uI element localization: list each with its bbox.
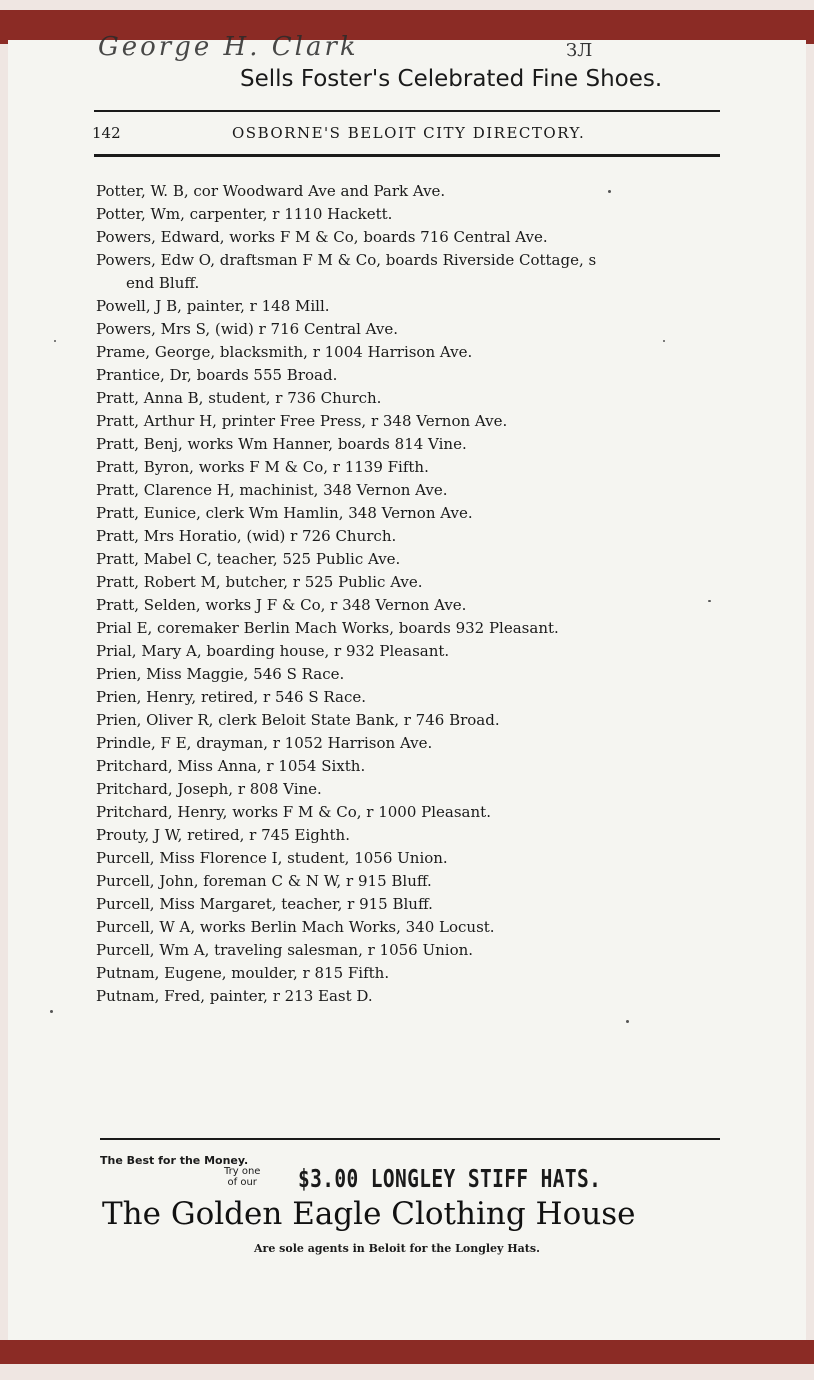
list-item: Prien, Oliver R, clerk Beloit State Bank, r 746 Broad. [96,711,500,729]
list-item: Pratt, Benj, works Wm Hanner, boards 814 Vine. [96,435,467,453]
list-item: Pratt, Robert M, butcher, r 525 Public Ave. [96,573,423,591]
list-item: Pritchard, Miss Anna, r 1054 Sixth. [96,757,366,775]
list-item: Prial E, coremaker Berlin Mach Works, boards 932 Pleasant. [96,619,559,637]
list-item: Potter, Wm, carpenter, r 1110 Hackett. [96,205,393,223]
try-line-1: Try one [224,1166,261,1177]
footer-rule [100,1138,720,1140]
list-item: Powell, J B, painter, r 148 Mill. [96,297,330,315]
list-item: Prindle, F E, drayman, r 1052 Harrison Ave. [96,734,433,752]
list-item: Prantice, Dr, boards 555 Broad. [96,366,338,384]
bottom-ad-product: $3.00 LONGLEY STIFF HATS. [298,1164,602,1193]
entry-continuation: end Bluff. [126,274,200,292]
list-item: Pratt, Mrs Horatio, (wid) r 726 Church. [96,527,397,545]
list-item: Putnam, Fred, painter, r 213 East D. [96,987,373,1005]
list-item: Purcell, Miss Margaret, teacher, r 915 Bluff. [96,895,433,913]
list-item: Pratt, Mabel C, teacher, 525 Public Ave. [96,550,401,568]
print-speck [608,190,611,193]
list-item: Pratt, Selden, works J F & Co, r 348 Vernon Ave. [96,596,467,614]
top-ad-cut-off-text: George H. Clark [98,32,359,62]
list-item: Purcell, Miss Florence I, student, 1056 Union. [96,849,448,867]
list-item: Prame, George, blacksmith, r 1004 Harrison Ave. [96,343,473,361]
bottom-ad-store-name: The Golden Eagle Clothing House [102,1196,636,1232]
list-item: Prien, Henry, retired, r 546 S Race. [96,688,367,706]
running-head [92,124,712,146]
try-line-2: of our [227,1177,257,1188]
list-item: Pratt, Byron, works F M & Co, r 1139 Fifth. [96,458,429,476]
list-item: Pratt, Eunice, clerk Wm Hamlin, 348 Vernon Ave. [96,504,473,522]
list-item: Purcell, Wm A, traveling salesman, r 1056 Union. [96,941,474,959]
print-speck [50,1010,53,1013]
list-item: Purcell, John, foreman C & N W, r 915 Bluff. [96,872,432,890]
list-item: Potter, W. B, cor Woodward Ave and Park Ave. [96,182,446,200]
list-item: Putnam, Eugene, moulder, r 815 Fifth. [96,964,390,982]
list-item: Pratt, Arthur H, printer Free Press, r 348 Vernon Ave. [96,412,508,430]
print-speck [708,600,711,602]
page-number: 142 [92,124,121,142]
directory-title: OSBORNE'S BELOIT CITY DIRECTORY. [232,124,586,142]
print-speck [54,340,56,342]
book-cover-bottom-edge [0,1340,814,1364]
list-item: Pratt, Clarence H, machinist, 348 Vernon Ave. [96,481,448,499]
handwritten-mark: ЗЛ [566,40,593,61]
directory-page [8,32,806,1340]
list-item: Pritchard, Joseph, r 808 Vine. [96,780,322,798]
list-item: Pratt, Anna B, student, r 736 Church. [96,389,382,407]
bottom-ad-tagline: The Best for the Money. [100,1154,249,1167]
list-item: Purcell, W A, works Berlin Mach Works, 340 Locust. [96,918,495,936]
print-speck [663,340,665,342]
header-rule [94,154,720,157]
top-rule [94,110,720,112]
list-item: Powers, Edw O, draftsman F M & Co, boards Riverside Cottage, s end Bluff. [96,249,746,295]
bottom-ad-note: Are sole agents in Beloit for the Longley Hats. [254,1242,540,1255]
top-ad-headline: Sells Foster's Celebrated Fine Shoes. [240,66,663,92]
list-item: Prouty, J W, retired, r 745 Eighth. [96,826,350,844]
list-item: Powers, Mrs S, (wid) r 716 Central Ave. [96,320,399,338]
list-item: Prien, Miss Maggie, 546 S Race. [96,665,345,683]
list-item: Powers, Edward, works F M & Co, boards 716 Central Ave. [96,228,548,246]
bottom-ad-try-text [224,1166,260,1188]
list-item: Pritchard, Henry, works F M & Co, r 1000 Pleasant. [96,803,491,821]
directory-entries [96,180,746,1008]
print-speck [626,1020,629,1023]
list-item: Prial, Mary A, boarding house, r 932 Pleasant. [96,642,450,660]
